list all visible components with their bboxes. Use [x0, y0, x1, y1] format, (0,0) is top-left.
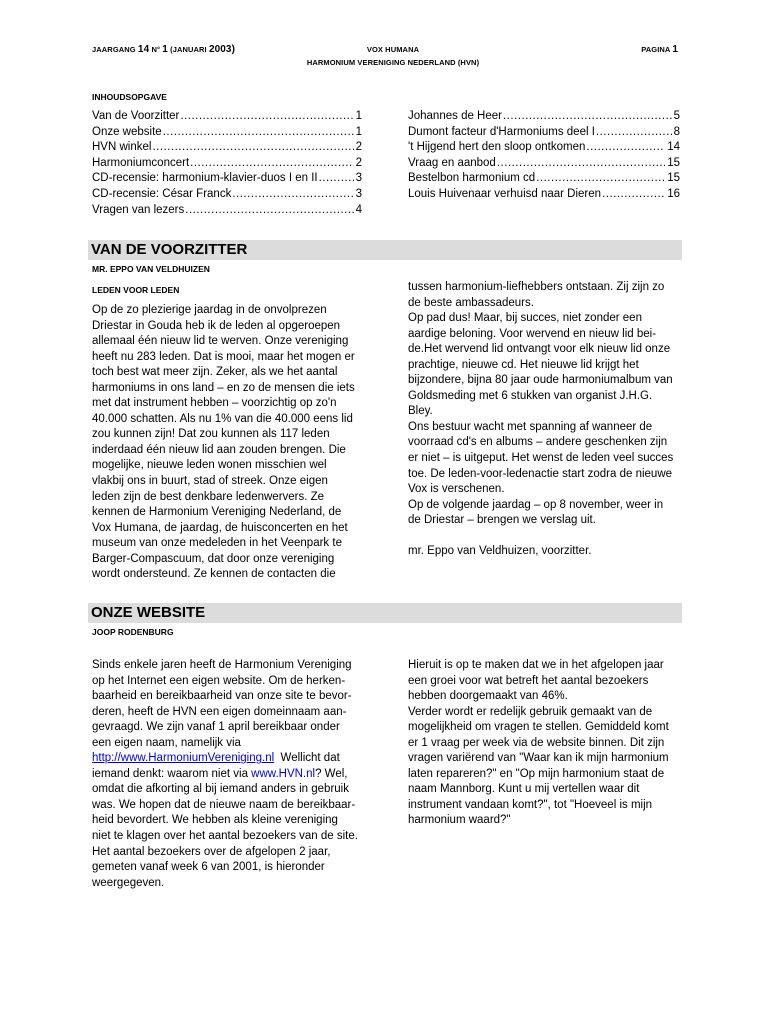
- text-line: instrument vandaan komt?", tot "Hoeveel is mijn: [408, 798, 653, 811]
- header-page-value: 1: [672, 44, 678, 55]
- toc-leader-dots: [232, 187, 353, 203]
- text-line: prachtige, nieuwe cd. Het nieuwe lid krijgt het: [408, 358, 639, 371]
- header-year: 2003): [208, 44, 236, 55]
- voorzitter-left-column: [92, 303, 387, 583]
- text-line: baarheid en bereikbaarheid van onze site te bevor-: [92, 690, 352, 703]
- toc-entry-title: Vragen van lezers: [92, 203, 185, 216]
- text-line: Vox is verschenen.: [408, 483, 505, 496]
- toc-entry-title: 't Hijgend hert den sloop ontkomen: [408, 141, 586, 154]
- toc-leader-dots: [602, 187, 665, 203]
- toc-entry[interactable]: [92, 140, 362, 156]
- text-line: Op pad dus! Maar, bij succes, niet zonder een: [408, 312, 642, 325]
- toc-entry-title: Onze website: [92, 125, 162, 138]
- toc-entry[interactable]: [92, 171, 362, 187]
- toc-entry[interactable]: [92, 109, 362, 125]
- toc-entry-title: Harmoniumconcert: [92, 156, 190, 169]
- website-right-column: [408, 658, 688, 829]
- text-line: de beste ambassadeurs.: [408, 296, 534, 309]
- toc-leader-dots: [180, 109, 353, 125]
- article-author: MR. EPPO VAN VELDHUIZEN: [92, 264, 210, 274]
- toc-leader-dots: [497, 156, 665, 172]
- toc-entry[interactable]: [92, 187, 362, 203]
- toc-entry[interactable]: [408, 125, 680, 141]
- text-line: er 1 vraag per week via de website binnen. Dit zijn: [408, 736, 665, 749]
- toc-leader-dots: [152, 140, 353, 156]
- text-line: gemeten vanaf week 6 van 2001, is hieronder: [92, 861, 325, 874]
- text-line: naam Mannborg. Kunt u mij vertellen waar dit: [408, 783, 640, 796]
- text-line: leden zijn de best denkbare ledenwervers. Ze: [92, 490, 325, 503]
- harmoniumvereniging-link[interactable]: http://www.HarmoniumVereniging.nl: [92, 752, 275, 765]
- text-line: allemaal één nieuw lid te werven. Onze vereniging: [92, 335, 349, 348]
- toc-left-column: [92, 109, 362, 218]
- text-line: zou kunnen zijn! Dat zou kunnen als 117 leden: [92, 428, 330, 441]
- text-line: harmoniums in ons land – en zo de mensen die iets: [92, 381, 355, 394]
- toc-entry-page: 4: [355, 203, 362, 216]
- text-line: niet te klagen over het aantal bezoekers van de site.: [92, 830, 358, 843]
- text-line: voorraad cd's en albums – andere geschenken zijn: [408, 436, 668, 449]
- toc-entry[interactable]: [408, 187, 680, 203]
- text-line: mr. Eppo van Veldhuizen, voorzitter.: [408, 545, 592, 558]
- toc-leader-dots: [536, 171, 665, 187]
- toc-entry-page: 16: [667, 187, 680, 200]
- text-line: [92, 751, 387, 767]
- text-line: Ons bestuur wacht met spanning af wanneer de: [408, 420, 653, 433]
- toc-entry-title: CD-recensie: harmonium-klavier-duos I en II: [92, 172, 318, 185]
- text-line: Verder wordt er redelijk gebruik gemaakt van de: [408, 705, 653, 718]
- text-fragment: iemand denkt: waarom niet via: [92, 767, 252, 780]
- text-line: inderdaad één nieuw lid aan zouden brengen. Die: [92, 443, 346, 456]
- text-line: laten repareren?" en "Op mijn harmonium staat de: [408, 767, 665, 780]
- toc-entry-page: 8: [673, 125, 680, 138]
- text-line: Op de zo plezierige jaardag in de onvolprezen: [92, 304, 327, 316]
- toc-entry[interactable]: [408, 140, 680, 156]
- toc-leader-dots: [586, 140, 665, 156]
- text-line: Driestar in Gouda heb ik de leden al opgeroepen: [92, 319, 341, 332]
- section-title-website: ONZE WEBSITE: [91, 604, 206, 621]
- toc-heading: INHOUDSOPGAVE: [92, 92, 167, 102]
- text-line: op het Internet een eigen website. Om de herken-: [92, 674, 346, 687]
- header-page-number: [641, 44, 678, 55]
- header-magazine-title: VOX HUMANA: [366, 45, 420, 54]
- text-line: bijzondere, bijna 80 jaar oude harmoniumalbum van: [408, 374, 673, 387]
- toc-leader-dots: [190, 156, 353, 172]
- toc-entry-title: Vraag en aanbod: [408, 156, 496, 169]
- section-title-voorzitter: VAN DE VOORZITTER: [91, 241, 248, 258]
- text-line: heid bevordert. We hebben als kleine vereniging: [92, 814, 338, 827]
- text-line: Vox Humana, de jaardag, de huisconcerten en het: [92, 521, 348, 534]
- website-left-column: [92, 658, 387, 891]
- text-line: hebben doorgemaakt van 46%.: [408, 690, 568, 703]
- header-issue-prefix: N°: [151, 45, 161, 54]
- text-line: deren, heeft de HVN een eigen domeinnaam aan-: [92, 705, 347, 718]
- toc-entry-page: 14: [667, 141, 680, 154]
- toc-entry[interactable]: [408, 171, 680, 187]
- text-line: aardige beloning. Voor wervend en nieuw lid bei-: [408, 327, 657, 340]
- text-line: 40.000 schatten. Als nu 1% van die 40.000 eens lid: [92, 412, 353, 425]
- text-line: er niet – is uitgeput. Het wenst de leden veel succes: [408, 452, 674, 465]
- article-author: JOOP RODENBURG: [92, 627, 174, 637]
- toc-right-column: [408, 109, 680, 203]
- text-line: museum van onze medeleden in het Veenpark te: [92, 537, 342, 550]
- section-heading-bar: [88, 240, 682, 260]
- toc-entry-page: 2: [355, 141, 362, 154]
- text-line: harmonium waard?": [408, 814, 511, 827]
- text-line: [408, 529, 688, 545]
- toc-entry-title: Bestelbon harmonium cd: [408, 172, 536, 185]
- text-line: vragen variërend van "Waar kan ik mijn harmonium: [408, 752, 669, 765]
- text-line: Hieruit is op te maken dat we in het afgelopen jaar: [408, 659, 664, 671]
- toc-entry-page: 3: [355, 172, 362, 185]
- toc-entry-page: 1: [355, 110, 362, 122]
- voorzitter-right-column: [408, 280, 688, 560]
- toc-entry-title: HVN winkel: [92, 141, 152, 154]
- article-subheading: LEDEN VOOR LEDEN: [92, 285, 180, 295]
- header-issue-number: 1: [162, 44, 168, 55]
- text-line: een eigen naam, namelijk via: [92, 736, 241, 749]
- text-line: [92, 767, 387, 783]
- text-line: weergegeven.: [92, 876, 165, 889]
- text-line: wordt ondersteund. Ze kennen de contacten die: [92, 568, 336, 581]
- toc-entry-page: 3: [355, 187, 362, 200]
- toc-entry[interactable]: [92, 203, 362, 219]
- text-line: tussen harmonium-liefhebbers ontstaan. Zij zijn zo: [408, 281, 665, 293]
- text-line: met dat instrument hebben – voorzichtig op zo'n: [92, 397, 337, 410]
- text-line: een groei voor wat betreft het aantal bezoekers: [408, 674, 649, 687]
- toc-entry[interactable]: [408, 156, 680, 172]
- header-volume-prefix: JAARGANG: [92, 45, 136, 54]
- toc-leader-dots: [319, 171, 354, 187]
- text-line: omdat die afkorting al bij iemand anders in gebruik: [92, 783, 349, 796]
- toc-entry-page: 5: [673, 110, 680, 122]
- toc-leader-dots: [596, 125, 672, 141]
- toc-entry-page: 1: [355, 125, 362, 138]
- toc-entry[interactable]: [408, 109, 680, 125]
- text-fragment: ? Wel,: [315, 767, 348, 780]
- toc-entry-page: 15: [667, 172, 680, 185]
- header-volume-number: 14: [137, 44, 150, 55]
- text-line: toch best wat meer zijn. Zeker, als we het aantal: [92, 366, 338, 379]
- text-line: mogelijkheid om vragen te stellen. Gemiddeld komt: [408, 721, 669, 734]
- text-line: Het aantal bezoekers over de afgelopen 2 jaar,: [92, 845, 331, 858]
- text-line: Sinds enkele jaren heeft de Harmonium Vereniging: [92, 659, 352, 671]
- text-line: vlakbij ons in buurt, stad of streek. Onze eigen: [92, 475, 328, 488]
- text-line: Bley.: [408, 405, 433, 418]
- toc-entry-title: CD-recensie: César Franck: [92, 187, 232, 200]
- toc-entry[interactable]: [92, 156, 362, 172]
- hvn-link[interactable]: www.HVN.nl: [251, 767, 316, 780]
- toc-leader-dots: [503, 109, 672, 125]
- toc-entry-title: Louis Huivenaar verhuisd naar Dieren: [408, 187, 602, 200]
- header-page-label: PAGINA: [641, 45, 671, 54]
- text-line: kennen de Harmonium Vereniging Nederland, de: [92, 506, 342, 519]
- text-line: Op de volgende jaardag – op 8 november, weer in: [408, 498, 664, 511]
- header-month: (JANUARI: [170, 45, 207, 54]
- text-line: mogelijke, nieuwe leden wonen misschien wel: [92, 459, 327, 472]
- header-association-name: HARMONIUM VERENIGING NEDERLAND (HVN): [306, 58, 480, 67]
- section-heading-bar: [88, 603, 682, 623]
- text-fragment: Wellicht dat: [274, 752, 340, 765]
- text-line: toe. De leden-voor-ledenactie start zodra de nieuwe: [408, 467, 673, 480]
- text-line: gevraagd. We zijn vanaf 1 april bereikbaar onder: [92, 721, 340, 734]
- toc-entry[interactable]: [92, 125, 362, 141]
- text-line: Barger-Compascuum, dat door onze vereniging: [92, 552, 335, 565]
- text-line: de Driestar – brengen we verslag uit.: [408, 514, 596, 527]
- text-line: de.Het wervend lid ontvangt voor elk nieuw lid onze: [408, 343, 671, 356]
- text-line: heeft nu 283 leden. Dat is mooi, maar het mogen er: [92, 350, 355, 363]
- toc-entry-title: Dumont facteur d'Harmoniums deel I: [408, 125, 595, 138]
- toc-entry-page: 2: [355, 156, 362, 169]
- toc-entry-page: 15: [667, 156, 680, 169]
- toc-leader-dots: [185, 203, 353, 219]
- text-line: was. We hopen dat de nieuwe naam de bereikbaar-: [92, 798, 356, 811]
- toc-entry-title: Johannes de Heer: [408, 110, 502, 122]
- toc-leader-dots: [163, 125, 354, 141]
- header-publication-name: [200, 45, 586, 67]
- toc-entry-title: Van de Voorzitter: [92, 110, 180, 122]
- text-line: Goldsmeding met 6 stukken van organist J.H.G.: [408, 389, 653, 402]
